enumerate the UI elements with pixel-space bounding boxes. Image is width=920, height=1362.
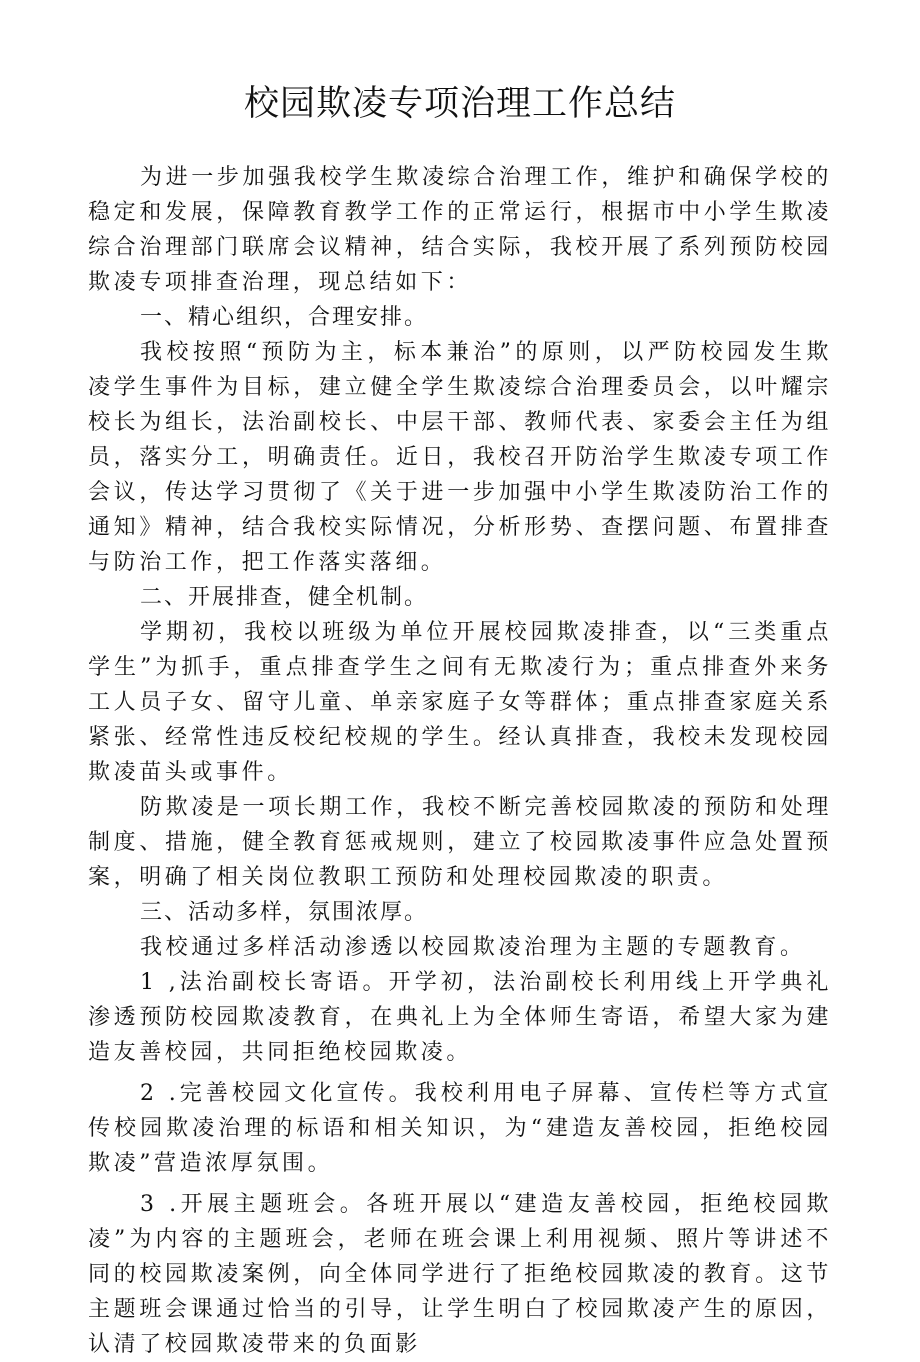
paragraph-activities: 我校通过多样活动渗透以校园欺凌治理为主题的专题教育。	[140, 935, 806, 960]
section-heading-3: 三、活动多样，氛围浓厚。	[140, 900, 429, 925]
paragraph-intro: 为进一步加强我校学生欺凌综合治理工作，维护和确保学校的稳定和发展，保障教育教学工作的正常运行，根据市中小学生欺凌综合治理部门联席会议精神，结合实际，我校开展了系列预防校园欺凌专项排查治理，现总结如下：	[88, 165, 832, 295]
document-body	[88, 160, 832, 1362]
paragraph-investigation: 学期初，我校以班级为单位开展校园欺凌排查，以“三类重点学生”为抓手，重点排查学生之间有无欺凌行为；重点排查外来务工人员子女、留守儿童、单亲家庭子女等群体；重点排查家庭关系紧张、经常性违反校纪校规的学生。经认真排查，我校未发现校园欺凌苗头或事件。	[88, 620, 832, 785]
list-item-2: 2 .完善校园文化宣传。我校利用电子屏幕、宣传栏等方式宣传校园欺凌治理的标语和相关知识，为“建造友善校园，拒绝校园欺凌”营造浓厚氛围。	[88, 1081, 832, 1176]
list-item-3: 3 .开展主题班会。各班开展以“建造友善校园，拒绝校园欺凌”为内容的主题班会，老师在班会课上利用视频、照片等讲述不同的校园欺凌案例，向全体同学进行了拒绝校园欺凌的教育。这节主题班会课通过恰当的引导，让学生明白了校园欺凌产生的原因，认清了校园欺凌带来的负面影	[88, 1192, 832, 1357]
section-heading-2: 二、开展排查，健全机制。	[140, 585, 429, 610]
document-title: 校园欺凌专项治理工作总结	[243, 84, 676, 124]
list-item-1: 1 ,法治副校长寄语。开学初，法治副校长利用线上开学典礼渗透预防校园欺凌教育，在典礼上为全体师生寄语，希望大家为建造友善校园，共同拒绝校园欺凌。	[88, 970, 832, 1065]
paragraph-organization: 我校按照“预防为主，标本兼治”的原则，以严防校园发生欺凌学生事件为目标，建立健全学生欺凌综合治理委员会，以叶耀宗校长为组长，法治副校长、中层干部、教师代表、家委会主任为组员，落实分工，明确责任。近日，我校召开防治学生欺凌专项工作会议，传达学习贯彻了《关于进一步加强中小学生欺凌防治工作的通知》精神，结合我校实际情况，分析形势、查摆问题、布置排查与防治工作，把工作落实落细。	[88, 340, 832, 575]
paragraph-mechanism: 防欺凌是一项长期工作，我校不断完善校园欺凌的预防和处理制度、措施，健全教育惩戒规则，建立了校园欺凌事件应急处置预案，明确了相关岗位教职工预防和处理校园欺凌的职责。	[88, 795, 832, 890]
section-heading-1: 一、精心组织，合理安排。	[140, 305, 429, 330]
